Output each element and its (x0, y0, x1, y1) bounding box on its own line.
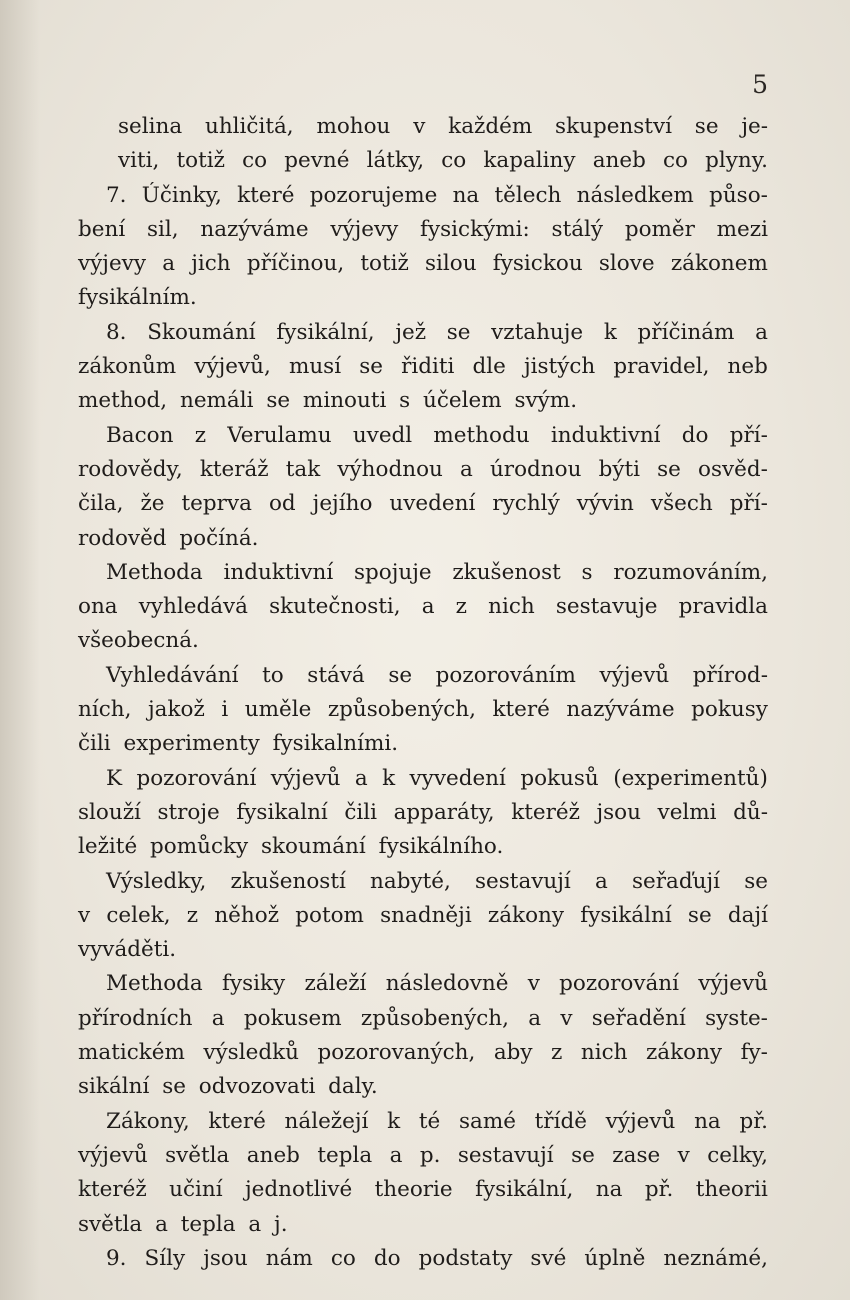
word: následkem (576, 182, 694, 208)
word: tepla (317, 1142, 373, 1168)
word: pří- (729, 422, 768, 448)
word: z (194, 422, 207, 448)
word: něhož (214, 902, 280, 928)
word: způsobených, (360, 1005, 509, 1031)
word: ona (78, 594, 118, 620)
word: vztahuje (491, 319, 584, 345)
word: jsou (203, 1245, 248, 1271)
word: které (208, 1108, 266, 1134)
word: K (106, 765, 123, 791)
word: zase (612, 1142, 661, 1168)
word: co (242, 148, 268, 174)
word: zákonům (78, 354, 177, 380)
word: jakož (147, 697, 205, 723)
word: pravidel, (613, 354, 710, 380)
word: (experimentů) (613, 765, 768, 791)
text-line (78, 1002, 768, 1036)
body-text (78, 110, 768, 1276)
word: fysikální, (475, 1177, 574, 1203)
word: Methoda (106, 971, 203, 997)
text-line (78, 967, 768, 1001)
word: půso- (709, 182, 768, 208)
word: tělech (494, 182, 562, 208)
word: a (162, 251, 176, 277)
word: methodu (433, 422, 530, 448)
word: podstaty (418, 1245, 513, 1271)
word: induktivní (223, 559, 334, 585)
word: výjevů (698, 971, 768, 997)
word: na (694, 1108, 721, 1134)
word: pevné (284, 148, 350, 174)
word: následovně (385, 971, 509, 997)
text-line (78, 247, 768, 281)
text-line: čili experimenty fysikalními. (78, 731, 399, 757)
word: fysickými: (420, 216, 530, 242)
word: vývin (576, 491, 634, 517)
word: pozorovaných, (317, 1040, 476, 1066)
word: sestavují (475, 868, 571, 894)
word: co (330, 1245, 356, 1271)
text-line (78, 1173, 768, 1207)
word: rodovědy, (78, 456, 183, 482)
text-line (78, 796, 768, 830)
word: Verulamu (227, 422, 332, 448)
word: výjevy (78, 251, 146, 277)
word: Vyhledávání (106, 662, 239, 688)
word: bení (78, 216, 126, 242)
word: aby (493, 1040, 533, 1066)
word: na (452, 182, 480, 208)
word: z (455, 594, 467, 620)
word: celek, (106, 902, 171, 928)
word: světla (165, 1142, 230, 1168)
word: 9. (106, 1245, 127, 1271)
word: neznámé, (663, 1245, 768, 1271)
word: sestavuje (555, 594, 658, 620)
word: pozorování (136, 765, 257, 791)
word: theorie (374, 1177, 453, 1203)
word: neb (727, 354, 768, 380)
text-line (78, 110, 768, 144)
text-line (78, 899, 768, 933)
word: poměr (624, 216, 695, 242)
word: pravidla (678, 594, 768, 620)
text-line (78, 1139, 768, 1173)
word: pří- (729, 491, 768, 517)
word: pokusů (520, 765, 599, 791)
word: se (694, 114, 719, 139)
word: seřadění (591, 1005, 686, 1031)
word: náležejí (284, 1108, 369, 1134)
word: úrodnou (489, 456, 582, 482)
word: syste- (705, 1005, 768, 1031)
word: velmi (657, 799, 717, 825)
word: čila, (78, 491, 124, 517)
word: zkušeností (230, 868, 346, 894)
word: vyvedení (409, 765, 506, 791)
word: výjevy (330, 216, 399, 242)
word: fysikální, (276, 319, 375, 345)
text-line (78, 179, 768, 213)
word: pozorujeme (309, 182, 438, 208)
word: příčinám (637, 319, 735, 345)
word: v (78, 902, 91, 928)
word: v (560, 1005, 573, 1031)
word: Síly (144, 1245, 186, 1271)
text-line (78, 865, 768, 899)
word: a (389, 1142, 403, 1168)
word: zákony (487, 902, 565, 928)
word: příčinou, (246, 251, 345, 277)
word: to (262, 662, 284, 688)
word: látky, (366, 148, 425, 174)
text-line (78, 419, 768, 453)
word: Zákony, (106, 1108, 190, 1134)
word: se (687, 902, 712, 928)
word: stává (307, 662, 365, 688)
word: totiž (360, 251, 409, 277)
word: totiž (176, 148, 225, 174)
word: přírodních (78, 1005, 193, 1031)
text-line: sikální se odvozovati daly. (78, 1074, 378, 1100)
word: k (382, 765, 396, 791)
word: seřaďují (632, 868, 721, 894)
word: potom (295, 902, 364, 928)
page-number: 5 (752, 70, 768, 99)
word: nám (265, 1245, 313, 1271)
word: silou (425, 251, 477, 277)
word: uhličitá, (204, 114, 294, 139)
word: musí (288, 354, 342, 380)
word: co (663, 148, 688, 174)
word: jejího (312, 491, 373, 517)
text-line: rodověd počíná. (78, 525, 259, 551)
word: se (446, 319, 471, 345)
word: k (603, 319, 617, 345)
word: té (418, 1108, 441, 1134)
word: z (551, 1040, 563, 1066)
word: celky, (707, 1142, 768, 1168)
word: co (441, 148, 467, 174)
word: se (388, 662, 413, 688)
word: kteréž (511, 799, 580, 825)
word: ních, (78, 697, 132, 723)
word: osvěd- (698, 456, 768, 482)
word: a (211, 1005, 225, 1031)
word: fysiky (222, 971, 286, 997)
word: matickém (78, 1040, 185, 1066)
word: se (571, 1142, 595, 1168)
word: mezi (716, 216, 768, 242)
word: řiditi (401, 354, 455, 380)
word: kteráž (199, 456, 269, 482)
word: jich (191, 251, 231, 277)
text-line (78, 487, 768, 521)
word: a (755, 319, 768, 345)
text-line: method, nemáli se minouti s účelem svým. (78, 388, 578, 414)
word: čili (344, 799, 378, 825)
word: plyny. (705, 148, 768, 174)
word: které (237, 182, 295, 208)
word: v (413, 114, 426, 139)
word: Methoda (106, 559, 203, 585)
word: spojuje (353, 559, 432, 585)
word: pozorováním (435, 662, 576, 688)
word: kapaliny (483, 148, 576, 174)
word: býti (598, 456, 640, 482)
word: a (595, 868, 608, 894)
text-line (78, 350, 768, 384)
text-line (78, 659, 768, 693)
word: dají (727, 902, 768, 928)
word: výsledků (203, 1040, 299, 1066)
word: způsobených, (327, 697, 476, 723)
word: v (527, 971, 540, 997)
word: v (677, 1142, 690, 1168)
word: zákony (645, 1040, 723, 1066)
word: které (492, 697, 550, 723)
word: a (421, 594, 435, 620)
word: všech (650, 491, 713, 517)
word: jež (395, 319, 427, 345)
word: Bacon (106, 422, 174, 448)
word: induktivní (550, 422, 661, 448)
word: výjevů (599, 662, 670, 688)
text-line: fysikálním. (78, 285, 197, 311)
word: Výsledky, (106, 868, 207, 894)
word: sil, (146, 216, 179, 242)
word: pozorování (559, 971, 680, 997)
word: a (460, 456, 473, 482)
text-line (78, 762, 768, 796)
word: uměle (244, 697, 312, 723)
word: sestavují (457, 1142, 554, 1168)
text-line (78, 316, 768, 350)
text-line (78, 590, 768, 624)
word: Skoumání (147, 319, 256, 345)
word: své (530, 1245, 567, 1271)
word: samé (458, 1108, 516, 1134)
word: př. (644, 1177, 674, 1203)
text-line: světla a tepla a j. (78, 1211, 288, 1237)
text-line: vyváděti. (78, 937, 177, 963)
word: od (268, 491, 296, 517)
word: uvedení (389, 491, 476, 517)
word: Účinky, (141, 182, 222, 208)
word: že (140, 491, 165, 517)
word: dů- (733, 799, 768, 825)
text-line (78, 1242, 768, 1276)
word: skutečnosti, (269, 594, 401, 620)
text-line (78, 556, 768, 590)
word: nabyté, (370, 868, 451, 894)
word: záleží (304, 971, 367, 997)
word: se (359, 354, 383, 380)
word: p. (419, 1142, 441, 1168)
word: každém (448, 114, 533, 139)
word: z (186, 902, 199, 928)
word: mohou (316, 114, 391, 139)
word: zákonem (670, 251, 768, 277)
word: třídě (534, 1108, 587, 1134)
word: aneb (592, 148, 646, 174)
word: rychlý (492, 491, 560, 517)
word: theorii (695, 1177, 768, 1203)
word: fy- (740, 1040, 768, 1066)
word: nich (580, 1040, 628, 1066)
word: 8. (106, 319, 127, 345)
word: dle (472, 354, 506, 380)
word: i (221, 697, 229, 723)
word: pokusy (691, 697, 768, 723)
text-line (78, 144, 768, 178)
word: do (681, 422, 709, 448)
word: slouží (78, 799, 141, 825)
text-line (78, 453, 768, 487)
word: jsou (596, 799, 641, 825)
word: jednotlivé (245, 1177, 353, 1203)
word: s (581, 559, 593, 585)
word: nazýváme (566, 697, 675, 723)
word: vyhledává (138, 594, 249, 620)
word: jistých (523, 354, 596, 380)
word: slove (598, 251, 655, 277)
word: kteréž (78, 1177, 147, 1203)
word: nazýváme (200, 216, 309, 242)
text-line: ležité pomůcky skoumání fysikálního. (78, 834, 504, 860)
word: stroje (157, 799, 220, 825)
text-line (78, 1036, 768, 1070)
word: se (744, 868, 768, 894)
text-line: všeobecná. (78, 628, 199, 654)
word: výjevů (605, 1108, 676, 1134)
text-line (78, 1105, 768, 1139)
word: výjevů, (194, 354, 271, 380)
word: výjevů (270, 765, 341, 791)
word: učiní (169, 1177, 223, 1203)
word: apparáty, (393, 799, 495, 825)
word: rozumováním, (613, 559, 768, 585)
word: přírod- (692, 662, 768, 688)
word: teprva (181, 491, 252, 517)
word: skupenství (555, 114, 672, 139)
word: 7. (106, 182, 127, 208)
word: na (595, 1177, 623, 1203)
word: pokusem (243, 1005, 342, 1031)
word: fysikální (580, 902, 672, 928)
word: do (373, 1245, 401, 1271)
word: aneb (246, 1142, 300, 1168)
word: úplně (584, 1245, 646, 1271)
word: a (528, 1005, 542, 1031)
word: zkušenost (452, 559, 561, 585)
word: výjevů (78, 1142, 148, 1168)
word: se (657, 456, 681, 482)
word: a (354, 765, 368, 791)
word: k (387, 1108, 401, 1134)
text-line (78, 213, 768, 247)
word: tak (285, 456, 321, 482)
word: viti, (118, 148, 160, 174)
word: snadněji (380, 902, 472, 928)
word: výhodnou (337, 456, 443, 482)
word: př. (739, 1108, 768, 1134)
text-line (78, 693, 768, 727)
word: selina (118, 114, 183, 139)
word: fysickou (492, 251, 583, 277)
word: stálý (551, 216, 604, 242)
word: uvedl (352, 422, 413, 448)
word: nich (488, 594, 535, 620)
word: je- (741, 114, 768, 139)
word: fysikalní (236, 799, 328, 825)
